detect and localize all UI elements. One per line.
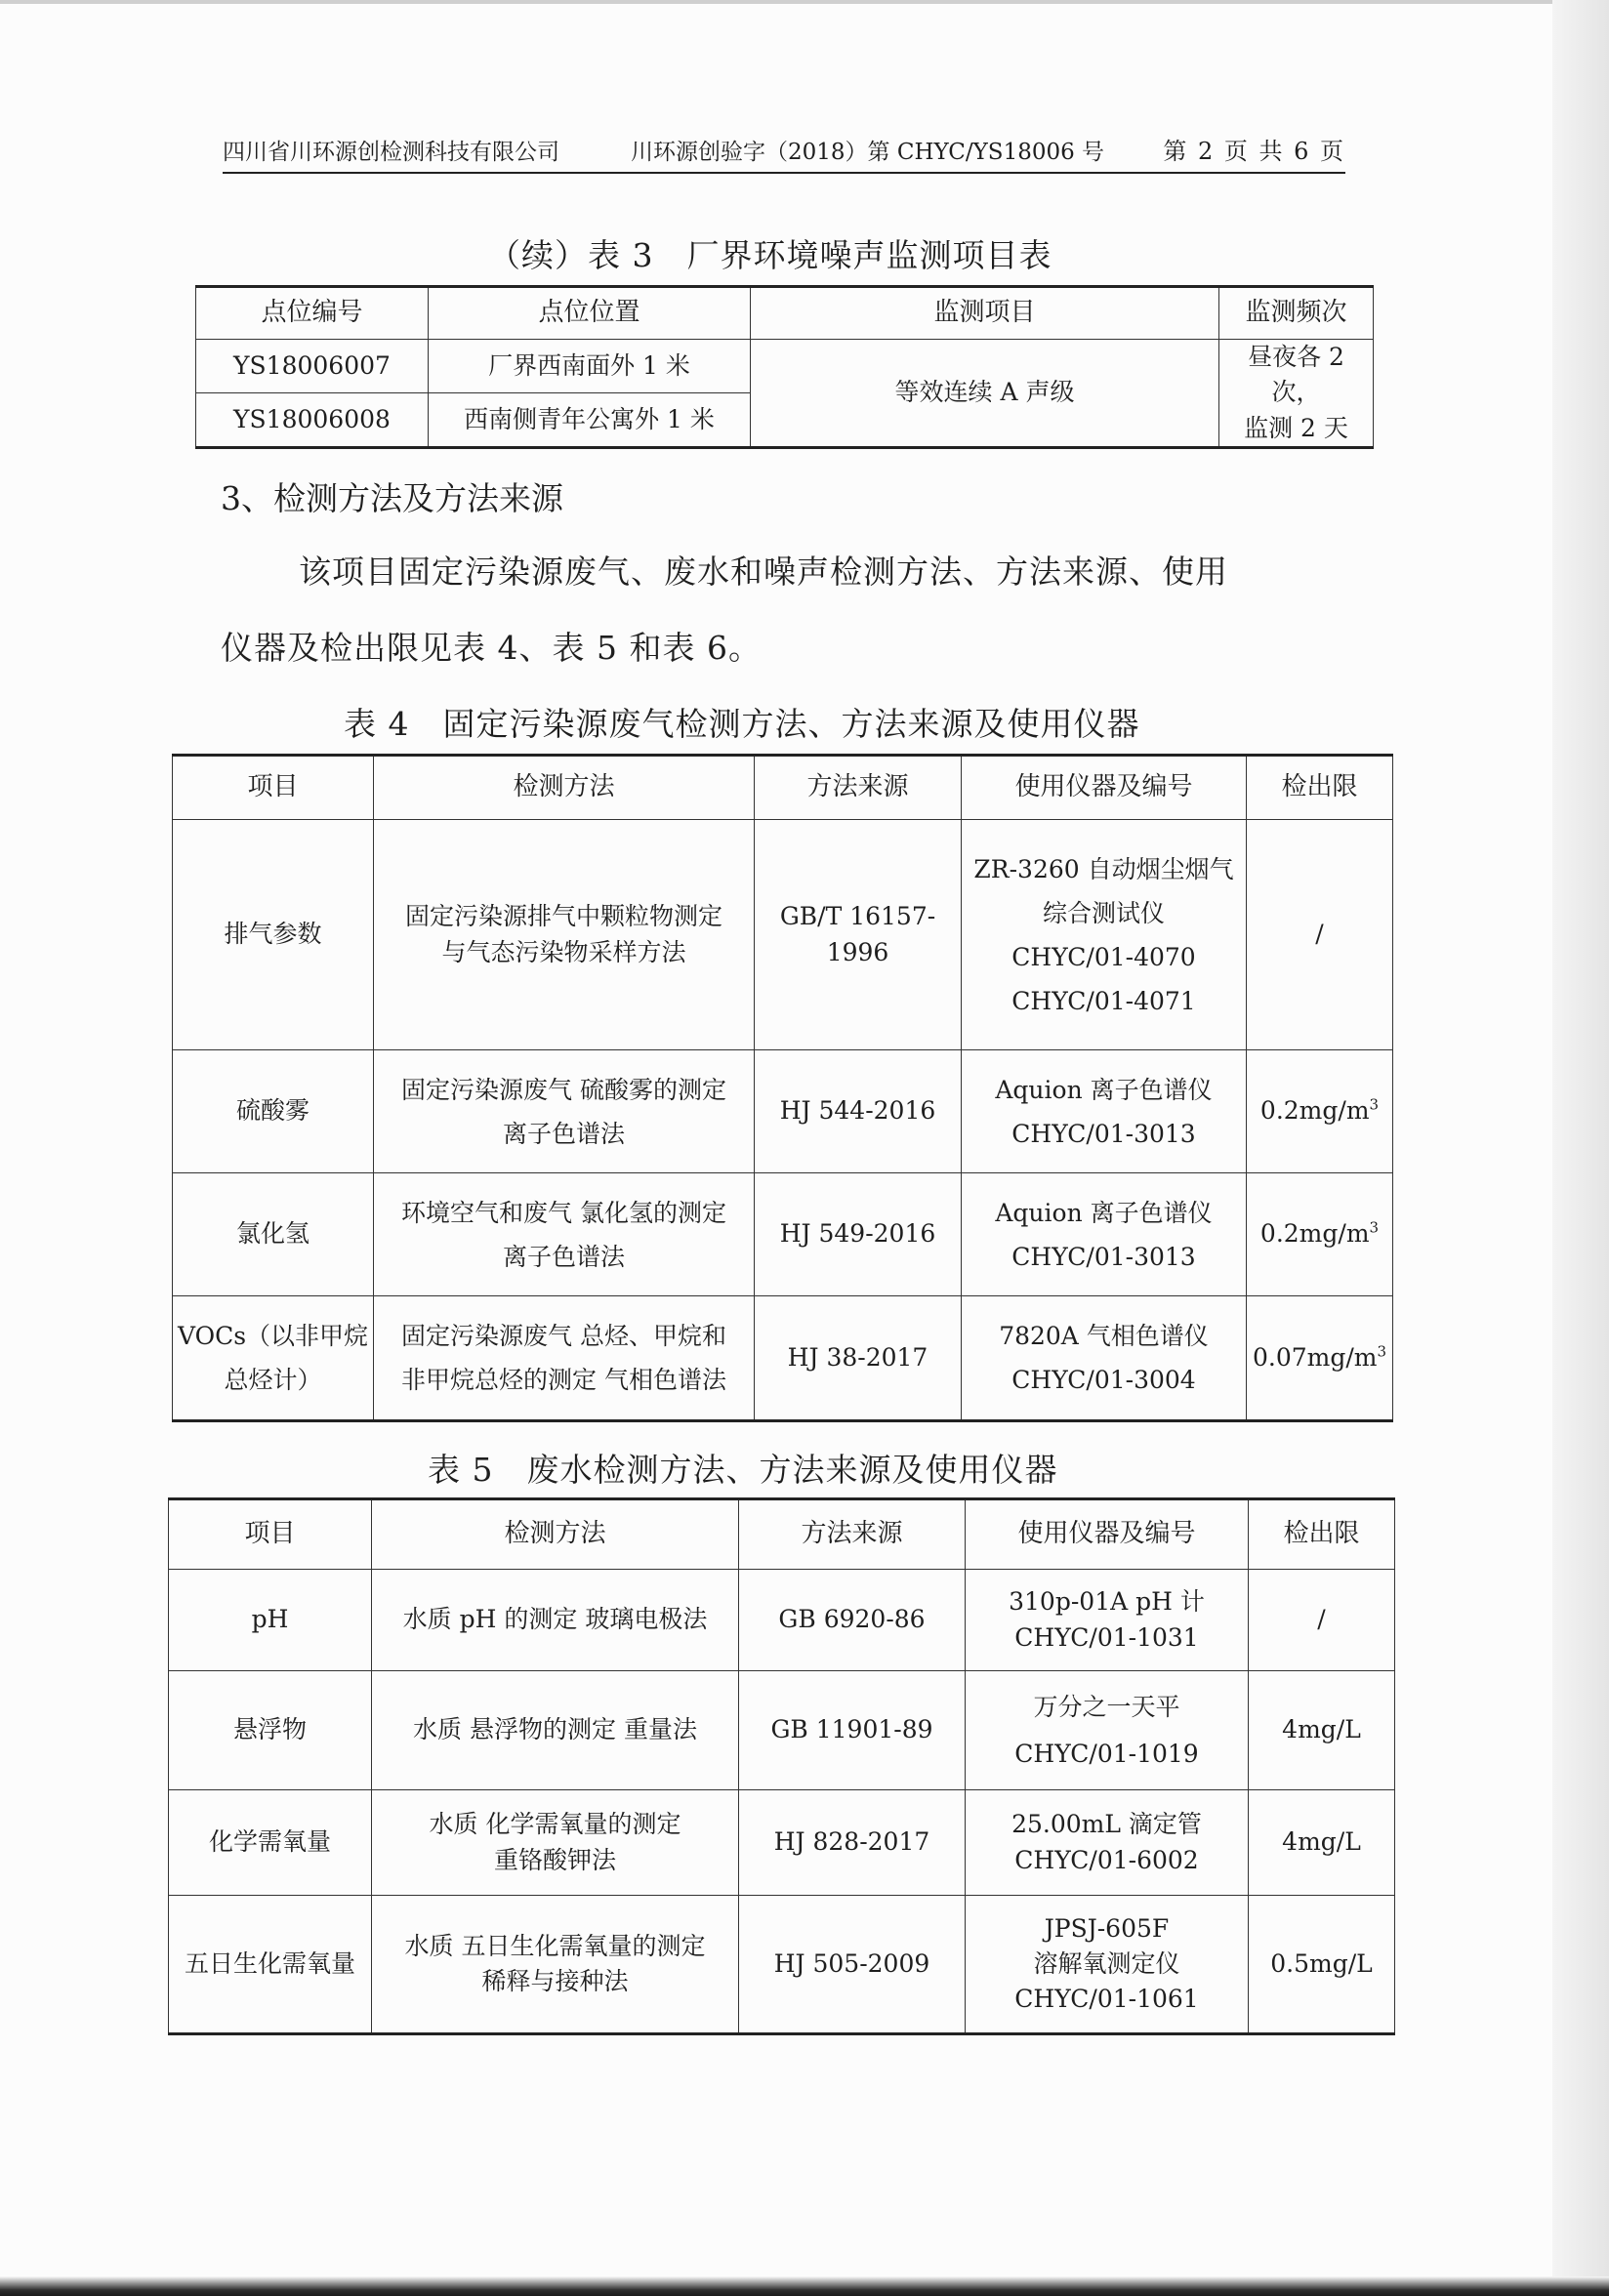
limit-cell: 4mg/L	[1249, 1790, 1395, 1896]
page-top-edge	[0, 0, 1609, 4]
table5-title: 表 5 废水检测方法、方法来源及使用仪器	[428, 1451, 1058, 1489]
limit-unit-exponent: 3	[1377, 1342, 1387, 1361]
limit-cell: 4mg/L	[1249, 1671, 1395, 1790]
item-cell: 硫酸雾	[173, 1050, 374, 1173]
item-cell: 化学需氧量	[169, 1790, 372, 1896]
table-row	[169, 1790, 1395, 1896]
instrument-line: 溶解氧测定仪	[1033, 1948, 1180, 1978]
table5-header-cell: 使用仪器及编号	[966, 1499, 1249, 1570]
table5-header-cell: 检测方法	[372, 1499, 739, 1570]
paragraph-line: 该项目固定污染源废气、废水和噪声检测方法、方法来源、使用	[299, 553, 1228, 591]
table4-header-cell: 方法来源	[755, 756, 962, 820]
point-id: YS18006008	[196, 393, 429, 447]
method-line: 重铬酸钾法	[493, 1845, 616, 1874]
method-cell	[372, 1790, 739, 1896]
method-line: 非甲烷总烃的测定 气相色谱法	[401, 1366, 726, 1394]
table3-header-cell: 监测频次	[1219, 287, 1374, 340]
monitoring-frequency	[1219, 340, 1374, 448]
limit-value: 0.07mg/m	[1252, 1342, 1378, 1372]
instrument-line: 7820A 气相色谱仪	[999, 1322, 1209, 1350]
table-row	[173, 1173, 1393, 1296]
table4-header-cell: 检测方法	[374, 756, 755, 820]
source-cell: HJ 828-2017	[739, 1790, 966, 1896]
table4-header-cell: 项目	[173, 756, 374, 820]
page-header	[223, 127, 1345, 174]
table3-header-cell: 点位位置	[429, 287, 751, 340]
table5-header-cell: 检出限	[1249, 1499, 1395, 1570]
instrument-cell	[962, 820, 1247, 1050]
method-line: 稀释与接种法	[481, 1967, 629, 1995]
method-cell	[372, 1896, 739, 2034]
method-line: 固定污染源废气 总烃、甲烷和	[401, 1322, 726, 1350]
table-row	[169, 1570, 1395, 1671]
instrument-cell	[966, 1671, 1249, 1790]
method-line: 水质 五日生化需氧量的测定	[404, 1931, 706, 1960]
table-row	[169, 1896, 1395, 2034]
point-location: 西南侧青年公寓外 1 米	[429, 393, 751, 447]
table4-header-cell: 检出限	[1247, 756, 1393, 820]
point-id: YS18006007	[196, 340, 429, 393]
instrument-line: CHYC/01-6002	[1014, 1845, 1199, 1874]
instrument-cell	[966, 1790, 1249, 1896]
source-cell: HJ 549-2016	[755, 1173, 962, 1296]
item-cell: 五日生化需氧量	[169, 1896, 372, 2034]
table3-header-cell: 监测项目	[751, 287, 1219, 340]
instrument-line: CHYC/01-3004	[1011, 1366, 1196, 1394]
header-page-number: 第 2 页 共 6 页	[1163, 138, 1345, 165]
table4-header-cell: 使用仪器及编号	[962, 756, 1247, 820]
instrument-cell	[966, 1896, 1249, 2034]
instrument-line: 综合测试仪	[1042, 898, 1165, 927]
instrument-line: 310p-01A pH 计	[1009, 1587, 1205, 1617]
item-line: 总烃计）	[224, 1366, 322, 1394]
source-cell: GB/T 16157-1996	[755, 820, 962, 1050]
limit-unit-exponent: 3	[1369, 1219, 1380, 1238]
limit-cell: /	[1249, 1570, 1395, 1671]
table5-header-row	[169, 1499, 1395, 1570]
instrument-line: JPSJ-605F	[1044, 1913, 1170, 1943]
method-line: 固定污染源废气 硫酸雾的测定	[401, 1075, 726, 1104]
table4-header-row	[173, 756, 1393, 820]
instrument-cell	[962, 1050, 1247, 1173]
method-cell: 水质 悬浮物的测定 重量法	[372, 1671, 739, 1790]
method-line: 与气态污染物采样方法	[441, 937, 686, 966]
limit-value: 0.2mg/m	[1259, 1096, 1370, 1126]
limit-cell	[1247, 1173, 1393, 1296]
point-location: 厂界西南面外 1 米	[429, 340, 751, 393]
instrument-line: Aquion 离子色谱仪	[995, 1198, 1213, 1227]
table-row	[169, 1671, 1395, 1790]
limit-unit-exponent: 3	[1369, 1096, 1380, 1115]
limit-cell	[1247, 1296, 1393, 1421]
instrument-line: ZR-3260 自动烟尘烟气	[973, 854, 1234, 883]
instrument-line: 25.00mL 滴定管	[1011, 1810, 1202, 1839]
source-cell: GB 11901-89	[739, 1671, 966, 1790]
limit-cell: /	[1247, 820, 1393, 1050]
table3-header-cell: 点位编号	[196, 287, 429, 340]
instrument-line: CHYC/01-3013	[1011, 1119, 1196, 1148]
method-cell: 水质 pH 的测定 玻璃电极法	[372, 1570, 739, 1671]
limit-cell	[1247, 1050, 1393, 1173]
instrument-line: CHYC/01-1061	[1014, 1985, 1199, 2014]
method-line: 环境空气和废气 氯化氢的测定	[401, 1198, 726, 1227]
table3-title: （续）表 3 厂界环境噪声监测项目表	[488, 236, 1052, 274]
table5-header-cell: 项目	[169, 1499, 372, 1570]
table-row	[173, 820, 1393, 1050]
source-cell: HJ 505-2009	[739, 1896, 966, 2034]
header-report-number: 川环源创验字（2018）第 CHYC/YS18006 号	[631, 140, 1105, 165]
header-company: 四川省川环源创检测科技有限公司	[223, 140, 559, 165]
table4-title: 表 4 固定污染源废气检测方法、方法来源及使用仪器	[344, 705, 1140, 743]
monitoring-item: 等效连续 A 声级	[751, 340, 1219, 448]
item-line: VOCs（以非甲烷	[177, 1322, 369, 1350]
instrument-line: CHYC/01-1019	[1014, 1739, 1199, 1768]
table3-header-row	[196, 287, 1374, 340]
frequency-line: 昼夜各 2 次，	[1248, 343, 1344, 407]
instrument-line: CHYC/01-4071	[1011, 986, 1196, 1015]
instrument-cell	[962, 1173, 1247, 1296]
table-row	[173, 1296, 1393, 1421]
method-line: 离子色谱法	[502, 1119, 625, 1148]
instrument-line: 万分之一天平	[1033, 1693, 1180, 1721]
page-bottom-edge	[0, 2276, 1609, 2296]
section-heading: 3、检测方法及方法来源	[221, 479, 563, 517]
method-cell	[374, 820, 755, 1050]
instrument-cell	[962, 1296, 1247, 1421]
item-cell: pH	[169, 1570, 372, 1671]
item-cell: 悬浮物	[169, 1671, 372, 1790]
table-row	[196, 340, 1374, 393]
table5-header-cell: 方法来源	[739, 1499, 966, 1570]
table-row	[173, 1050, 1393, 1173]
table4	[172, 754, 1393, 1422]
paragraph-line: 仪器及检出限见表 4、表 5 和表 6。	[221, 629, 762, 667]
method-line: 离子色谱法	[502, 1242, 625, 1271]
item-cell: 氯化氢	[173, 1173, 374, 1296]
item-cell	[173, 1296, 374, 1421]
source-cell: HJ 544-2016	[755, 1050, 962, 1173]
method-cell	[374, 1050, 755, 1173]
page-scan-shadow	[1552, 0, 1609, 2296]
item-cell: 排气参数	[173, 820, 374, 1050]
instrument-line: CHYC/01-4070	[1011, 942, 1196, 971]
source-cell: HJ 38-2017	[755, 1296, 962, 1421]
table5	[168, 1497, 1395, 2035]
instrument-cell	[966, 1570, 1249, 1671]
frequency-line: 监测 2 天	[1244, 413, 1348, 442]
method-cell	[374, 1296, 755, 1421]
source-cell: GB 6920-86	[739, 1570, 966, 1671]
limit-cell: 0.5mg/L	[1249, 1896, 1395, 2034]
instrument-line: CHYC/01-1031	[1014, 1622, 1199, 1652]
method-cell	[374, 1173, 755, 1296]
method-line: 水质 化学需氧量的测定	[429, 1810, 681, 1839]
instrument-line: CHYC/01-3013	[1011, 1242, 1196, 1271]
instrument-line: Aquion 离子色谱仪	[995, 1075, 1213, 1104]
limit-value: 0.2mg/m	[1259, 1219, 1370, 1249]
method-line: 固定污染源排气中颗粒物测定	[404, 902, 722, 931]
table3	[195, 285, 1374, 449]
